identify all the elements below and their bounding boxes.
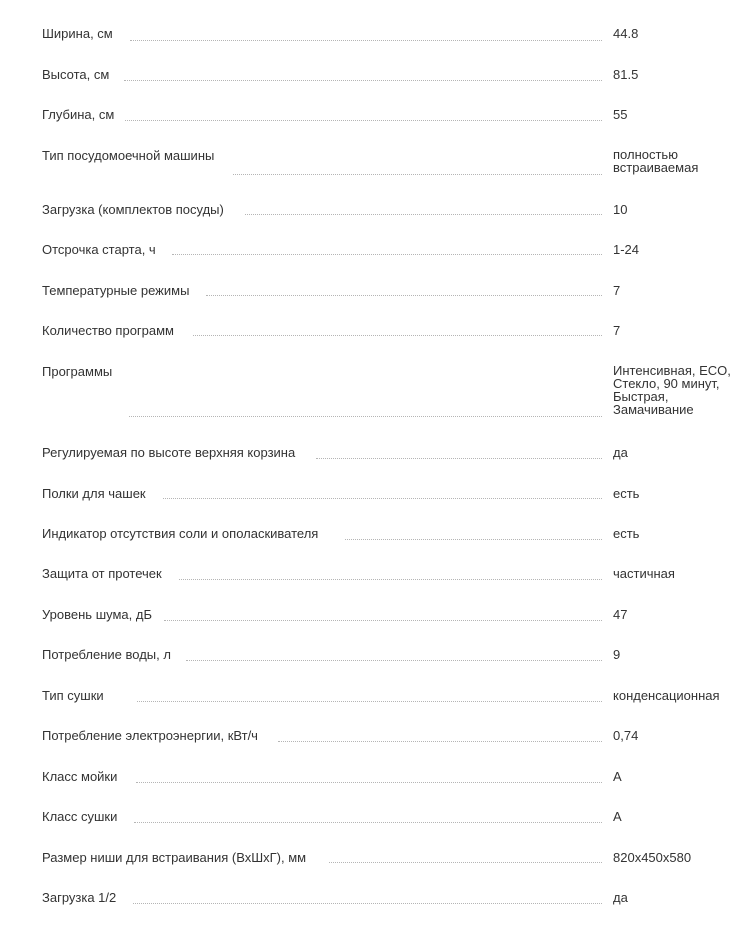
spec-value: 10 — [613, 202, 628, 217]
spec-value: 47 — [613, 607, 628, 622]
spec-value: 820x450x580 — [613, 850, 692, 865]
spec-label: Программы — [42, 364, 113, 379]
spec-value: есть — [613, 526, 640, 541]
spec-label: Класс сушки — [42, 809, 118, 824]
spec-value: 81.5 — [613, 67, 639, 82]
spec-label: Температурные режимы — [42, 283, 190, 298]
spec-label: Тип сушки — [42, 688, 104, 703]
spec-label: Тип посудомоечной машины — [42, 148, 215, 163]
dotted-leader — [316, 458, 602, 459]
dotted-leader — [179, 579, 602, 580]
spec-value: частичная — [613, 566, 675, 581]
dotted-leader — [193, 335, 602, 336]
spec-label: Отсрочка старта, ч — [42, 242, 156, 257]
spec-value: 7 — [613, 283, 621, 298]
spec-label: Уровень шума, дБ — [42, 607, 152, 622]
dotted-leader — [124, 80, 602, 81]
spec-value: 55 — [613, 107, 628, 122]
dotted-leader — [329, 862, 602, 863]
dotted-leader — [172, 254, 602, 255]
dotted-leader — [345, 539, 602, 540]
spec-label: Регулируемая по высоте верхняя корзина — [42, 445, 296, 460]
spec-value: есть — [613, 486, 640, 501]
spec-value: 0,74 — [613, 728, 639, 743]
dotted-leader — [233, 174, 602, 175]
dotted-leader — [245, 214, 602, 215]
spec-value: да — [613, 890, 628, 905]
spec-label: Потребление электроэнергии, кВт/ч — [42, 728, 258, 743]
dotted-leader — [137, 701, 602, 702]
spec-value: 7 — [613, 323, 621, 338]
spec-label: Высота, см — [42, 67, 110, 82]
spec-label: Класс мойки — [42, 769, 118, 784]
spec-label: Ширина, см — [42, 26, 113, 41]
spec-value: A — [613, 809, 622, 824]
dotted-leader — [130, 40, 602, 41]
spec-label: Полки для чашек — [42, 486, 146, 501]
dotted-leader — [134, 822, 602, 823]
spec-label: Защита от протечек — [42, 566, 162, 581]
dotted-leader — [163, 498, 602, 499]
spec-value: 9 — [613, 647, 621, 662]
spec-label: Глубина, см — [42, 107, 115, 122]
dotted-leader — [129, 416, 602, 417]
spec-label: Загрузка 1/2 — [42, 890, 117, 905]
spec-value: конденсационная — [613, 688, 720, 703]
spec-value: Интенсивная, ECO, Стекло, 90 минут, Быстрая, Замачивание — [613, 363, 731, 417]
dotted-leader — [133, 903, 602, 904]
dotted-leader — [206, 295, 602, 296]
dotted-leader — [125, 120, 602, 121]
dotted-leader — [164, 620, 602, 621]
spec-value: 1-24 — [613, 242, 640, 257]
spec-value: полностью встраиваемая — [613, 147, 699, 175]
spec-value: да — [613, 445, 628, 460]
spec-value: 44.8 — [613, 26, 639, 41]
spec-label: Размер ниши для встраивания (ВхШхГ), мм — [42, 850, 307, 865]
spec-label: Потребление воды, л — [42, 647, 171, 662]
spec-label: Индикатор отсутствия соли и ополаскивателя — [42, 526, 319, 541]
spec-value: A — [613, 769, 622, 784]
dotted-leader — [278, 741, 602, 742]
dotted-leader — [136, 782, 602, 783]
spec-label: Количество программ — [42, 323, 174, 338]
dotted-leader — [186, 660, 602, 661]
spec-label: Загрузка (комплектов посуды) — [42, 202, 224, 217]
